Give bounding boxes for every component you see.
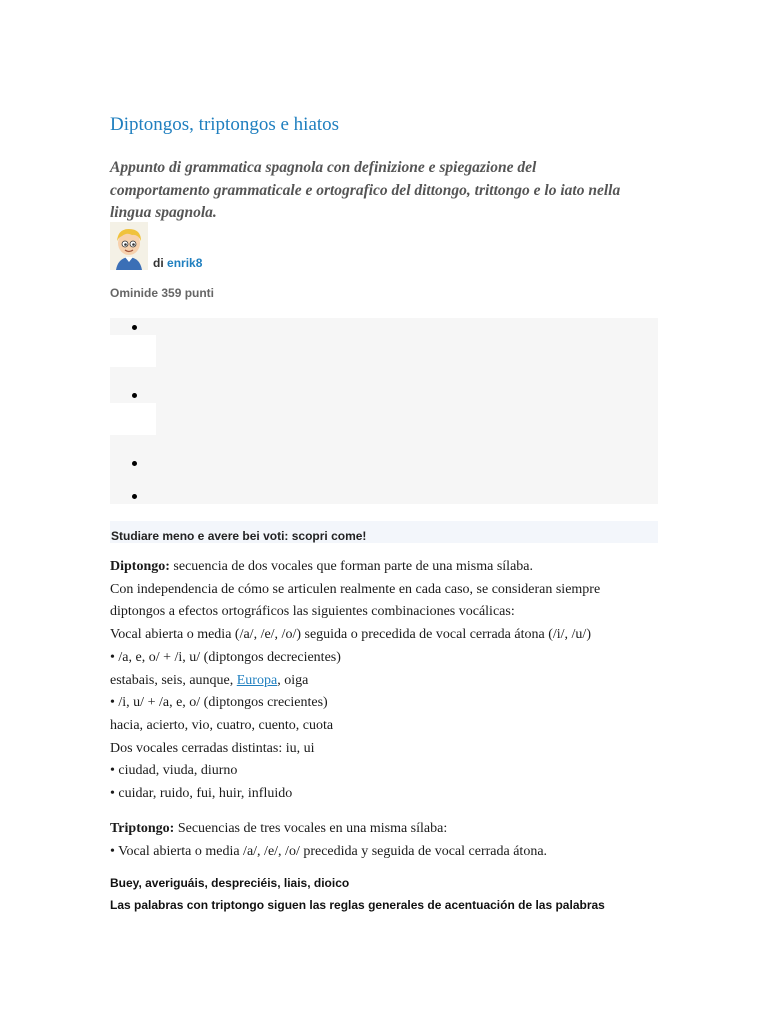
bullet-icon xyxy=(132,461,137,466)
avatar[interactable] xyxy=(110,222,148,270)
triptongo-rule: Las palabras con triptongo siguen las reglas generales de acentuación de las palabras xyxy=(110,898,605,912)
avatar-illustration-icon xyxy=(110,222,148,270)
list-gap xyxy=(110,335,156,367)
text-line: • cuidar, ruido, fui, huir, influido xyxy=(110,786,293,802)
list-gap xyxy=(110,403,156,435)
diptongo-definition: Diptongo: secuencia de dos vocales que forman parte de una misma sílaba. xyxy=(110,559,533,574)
text-line: Con independencia de cómo se articulen realmente en cada caso, se consideran siempre xyxy=(110,581,601,597)
page-title: Diptongos, triptongos e hiatos xyxy=(110,114,340,135)
triptongo-section xyxy=(110,817,670,863)
text-line: • /a, e, o/ + /i, u/ (diptongos decrecientes) xyxy=(110,649,341,665)
empty-bullet-list xyxy=(110,318,658,504)
europa-link[interactable]: Europa xyxy=(236,672,278,688)
bullet-icon xyxy=(132,494,137,499)
bullet-icon xyxy=(132,325,137,330)
author-points: Ominide 359 punti xyxy=(110,286,215,300)
text-line: hacia, acierto, vio, cuatro, cuento, cuota xyxy=(110,717,334,733)
text-line: • Vocal abierta o media /a/, /e/, /o/ precedida y seguida de vocal cerrada átona. xyxy=(110,844,548,859)
text-line: • ciudad, viuda, diurno xyxy=(110,763,238,779)
triptongo-definition: Triptongo: Secuencias de tres vocales en una misma sílaba: xyxy=(110,821,448,836)
term: Diptongo: xyxy=(110,559,170,574)
author-link[interactable]: enrik8 xyxy=(167,256,203,270)
text-line: • /i, u/ + /a, e, o/ (diptongos crecientes) xyxy=(110,695,328,711)
bullet-icon xyxy=(132,393,137,398)
diptongo-section xyxy=(110,556,670,806)
text-line: estabais, seis, aunque, Europa, oiga xyxy=(110,672,309,688)
text-line: diptongos a efectos ortográficos las siguientes combinaciones vocálicas: xyxy=(110,604,515,620)
byline xyxy=(153,256,202,270)
term: Triptongo: xyxy=(110,821,175,836)
triptongo-examples: Buey, averiguáis, despreciéis, liais, dioico xyxy=(110,876,350,890)
promo-banner[interactable]: Studiare meno e avere bei voti: scopri come! xyxy=(110,521,658,543)
byline-prefix: di xyxy=(153,256,164,270)
article-subtitle: Appunto di grammatica spagnola con definizione e spiegazione del comportamento grammaticale e ortografico del dittongo, trittongo e lo iato nella lingua spagnola. xyxy=(110,159,621,221)
text-line: Dos vocales cerradas distintas: iu, ui xyxy=(110,740,315,756)
text-line: Vocal abierta o media (/a/, /e/, /o/) seguida o precedida de vocal cerrada átona (/i/, /u/) xyxy=(110,627,591,643)
